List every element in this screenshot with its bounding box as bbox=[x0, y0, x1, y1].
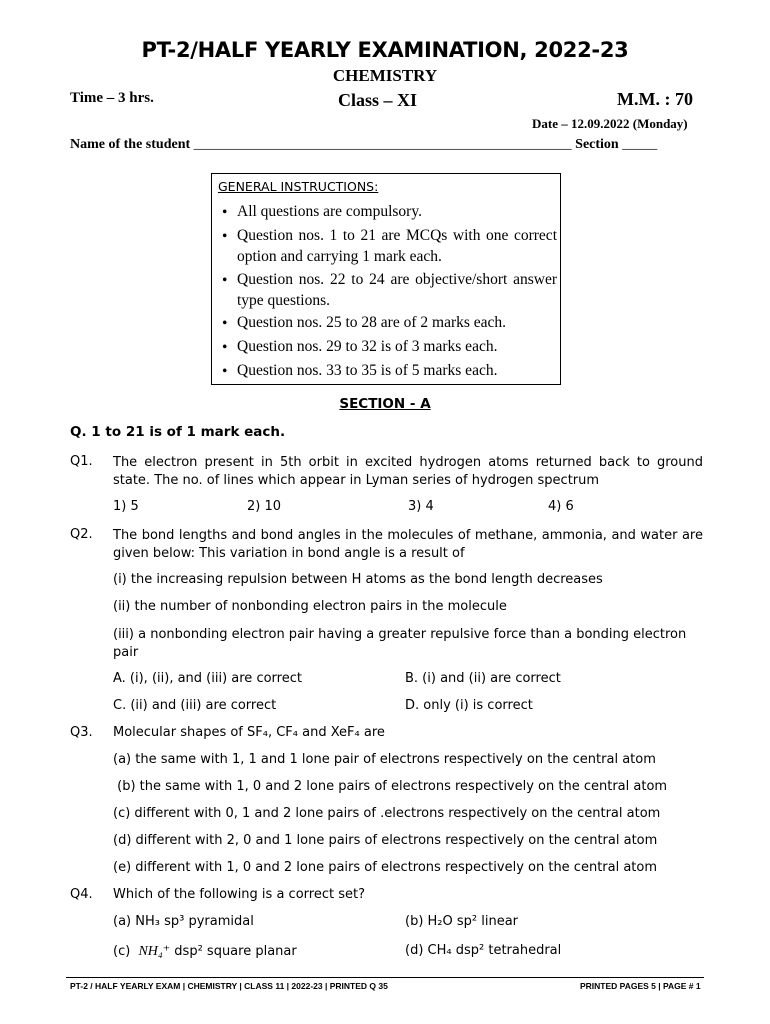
bullet-icon: • bbox=[222, 228, 228, 245]
bullet-icon: • bbox=[222, 204, 228, 221]
statement: (i) the increasing repulsion between H atoms as the bond length decreases bbox=[113, 572, 603, 587]
option: (b) H₂O sp² linear bbox=[405, 914, 519, 929]
section-marks-note: Q. 1 to 21 is of 1 mark each. bbox=[70, 424, 286, 440]
instruction-item: Question nos. 29 to 32 is of 3 marks each. bbox=[237, 338, 498, 355]
instructions-heading: GENERAL INSTRUCTIONS: bbox=[218, 179, 379, 194]
question-text bbox=[113, 454, 703, 490]
footer-left: PT-2 / HALF YEARLY EXAM | CHEMISTRY | CLASS 11 | 2022-23 | PRINTED Q 35 bbox=[70, 981, 388, 991]
max-marks: M.M. : 70 bbox=[617, 89, 693, 109]
ammonium-formula: NH₄⁺ bbox=[138, 944, 171, 959]
exam-date: Date – 12.09.2022 (Monday) bbox=[532, 116, 688, 131]
question-2-text: The bond lengths and bond angles in the molecules of methane, ammonia, and water are given below: This variation in bond angle is a result of bbox=[113, 528, 703, 561]
statement: (iii) a nonbonding electron pair having a greater repulsive force than a bonding electron pair bbox=[113, 627, 687, 660]
footer-right: PRINTED PAGES 5 | PAGE # 1 bbox=[580, 981, 701, 991]
question-number: Q1. bbox=[70, 454, 93, 469]
option: (b) the same with 1, 0 and 2 lone pairs of electrons respectively on the central atom bbox=[113, 779, 668, 794]
student-name-blank[interactable]: ______________________________________________________ bbox=[193, 137, 572, 152]
instruction-item: All questions are compulsory. bbox=[237, 203, 422, 220]
option: B. (i) and (ii) are correct bbox=[405, 671, 561, 686]
instruction-item: Question nos. 1 to 21 are MCQs with one correct option and carrying 1 mark each. bbox=[237, 227, 557, 265]
question-text: Molecular shapes of SF₄, CF₄ and XeF₄ are bbox=[113, 725, 385, 740]
question-1-text: The electron present in 5th orbit in excited hydrogen atoms returned back to ground state. The no. of lines which appear in Lyman series of hydrogen spectrum bbox=[113, 455, 703, 488]
option: (a) NH₃ sp³ pyramidal bbox=[113, 914, 254, 929]
option-c bbox=[113, 943, 297, 960]
question-text bbox=[113, 527, 703, 563]
exam-time: Time – 3 hrs. bbox=[70, 90, 154, 106]
option-c-text: dsp² square planar bbox=[174, 944, 297, 959]
exam-title: PT-2/HALF YEARLY EXAMINATION, 2022-23 bbox=[141, 38, 629, 62]
bullet-icon: • bbox=[222, 363, 228, 380]
option: (e) different with 1, 0 and 2 lone pairs of electrons respectively on the central atom bbox=[113, 860, 658, 875]
subject-title: CHEMISTRY bbox=[332, 66, 438, 85]
section-blank[interactable]: _____ bbox=[622, 137, 658, 152]
option: C. (ii) and (iii) are correct bbox=[113, 698, 277, 713]
instruction-item: Question nos. 22 to 24 are objective/short answer type questions. bbox=[237, 271, 557, 309]
exam-class: Class – XI bbox=[338, 90, 418, 110]
bullet-icon: • bbox=[222, 272, 228, 289]
instruction-item: Question nos. 33 to 35 is of 5 marks each. bbox=[237, 362, 498, 379]
option: 1) 5 bbox=[113, 499, 139, 514]
option: D. only (i) is correct bbox=[405, 698, 533, 713]
bullet-icon: • bbox=[222, 315, 228, 332]
option: (a) the same with 1, 1 and 1 lone pair of electrons respectively on the central atom bbox=[113, 752, 656, 767]
question-number: Q4. bbox=[70, 887, 93, 902]
option: 4) 6 bbox=[548, 499, 574, 514]
option: (c) different with 0, 1 and 2 lone pairs of .electrons respectively on the central atom bbox=[113, 806, 661, 821]
option: (d) different with 2, 0 and 1 lone pairs of electrons respectively on the central atom bbox=[113, 833, 658, 848]
section-title: SECTION - A bbox=[339, 396, 431, 412]
section-label: Section bbox=[575, 137, 619, 152]
statement: (ii) the number of nonbonding electron pairs in the molecule bbox=[113, 599, 507, 614]
option: 3) 4 bbox=[408, 499, 434, 514]
option: 2) 10 bbox=[247, 499, 282, 514]
question-text: Which of the following is a correct set? bbox=[113, 887, 365, 902]
general-instructions-box bbox=[211, 173, 561, 385]
instruction-item: Question nos. 25 to 28 are of 2 marks each. bbox=[237, 314, 507, 331]
footer-divider bbox=[66, 977, 704, 978]
student-name-label: Name of the student bbox=[70, 137, 191, 152]
option-c-label: (c) bbox=[113, 944, 131, 959]
bullet-icon: • bbox=[222, 339, 228, 356]
student-name-row bbox=[70, 137, 657, 153]
question-number: Q2. bbox=[70, 527, 93, 542]
option: A. (i), (ii), and (iii) are correct bbox=[113, 671, 302, 686]
question-number: Q3. bbox=[70, 725, 93, 740]
option: (d) CH₄ dsp² tetrahedral bbox=[405, 943, 562, 958]
